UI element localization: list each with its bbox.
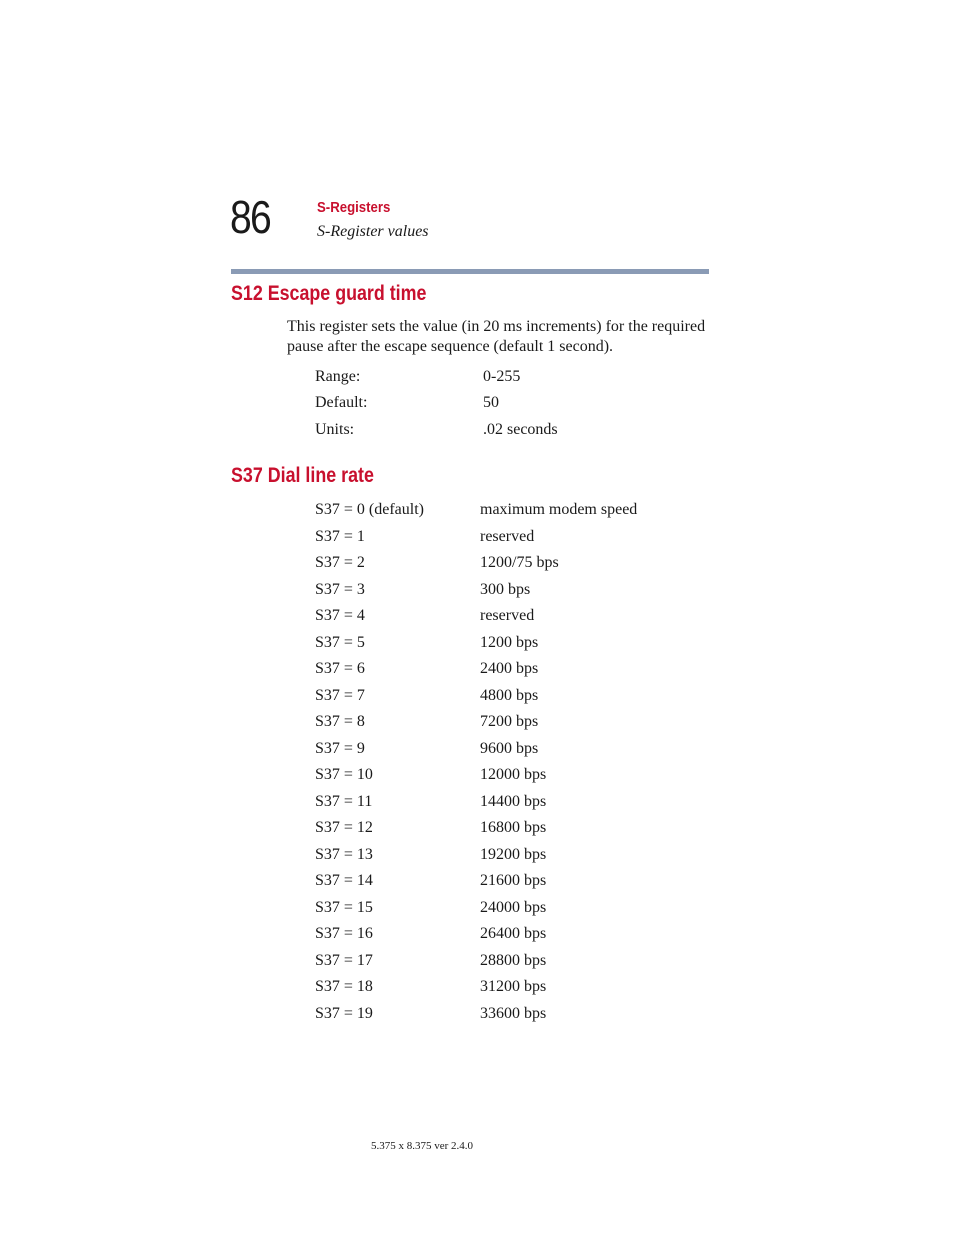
- s37-setting: S37 = 7: [315, 686, 365, 704]
- s37-setting: S37 = 16: [315, 925, 373, 942]
- running-header-subsection: S-Register values: [317, 223, 429, 240]
- s12-units-value: .02 seconds: [483, 421, 558, 438]
- s37-meaning: 9600 bps: [480, 739, 539, 757]
- s37-setting: S37 = 13: [315, 845, 373, 863]
- s37-setting: S37 = 15: [315, 898, 373, 916]
- s37-meaning: 4800 bps: [480, 686, 539, 704]
- s12-heading: S12 Escape guard time: [231, 282, 427, 305]
- s37-setting: S37 = 11: [315, 792, 373, 810]
- header-rule: [231, 269, 709, 274]
- s37-setting: S37 = 8: [315, 713, 365, 730]
- s37-meaning: 14400 bps: [480, 792, 547, 810]
- s37-setting: S37 = 19: [315, 1004, 373, 1022]
- s37-meaning: 300 bps: [480, 580, 531, 598]
- page-number: 86: [230, 191, 271, 243]
- s12-default-label: Default:: [315, 394, 368, 411]
- s37-meaning: 16800 bps: [480, 819, 547, 836]
- s37-setting: S37 = 6: [315, 660, 365, 677]
- s37-meaning: 26400 bps: [480, 925, 547, 942]
- s37-meaning: maximum modem speed: [480, 501, 638, 518]
- s37-setting: S37 = 3: [315, 580, 365, 598]
- s12-default-value: 50: [483, 394, 499, 411]
- s37-setting: S37 = 0 (default): [315, 501, 424, 518]
- s12-description: This register sets the value (in 20 ms increments) for the required pause after the escape sequence (default 1 second).: [287, 318, 706, 355]
- s37-setting: S37 = 18: [315, 978, 373, 995]
- s37-meaning: reserved: [480, 607, 535, 624]
- s12-units-label: Units:: [315, 421, 355, 438]
- s37-meaning: 1200/75 bps: [480, 554, 559, 571]
- footer-version: 5.375 x 8.375 ver 2.4.0: [371, 1140, 474, 1152]
- running-header-section: S-Registers: [317, 199, 391, 216]
- s37-meaning: 19200 bps: [480, 845, 547, 863]
- s37-setting: S37 = 5: [315, 633, 365, 651]
- s37-heading: S37 Dial line rate: [231, 464, 374, 487]
- s37-setting: S37 = 9: [315, 739, 365, 757]
- s37-meaning: 28800 bps: [480, 951, 547, 969]
- s12-range-value: 0-255: [483, 368, 521, 385]
- s37-setting: S37 = 1: [315, 527, 365, 545]
- s37-meaning: 12000 bps: [480, 766, 547, 783]
- s12-range-label: Range:: [315, 368, 361, 385]
- s37-setting: S37 = 10: [315, 766, 373, 783]
- s37-meaning: 31200 bps: [480, 978, 547, 995]
- s37-setting: S37 = 17: [315, 951, 373, 969]
- s37-meaning: 2400 bps: [480, 660, 539, 677]
- s37-setting: S37 = 12: [315, 819, 373, 836]
- s37-setting: S37 = 2: [315, 554, 365, 571]
- s37-setting: S37 = 4: [315, 607, 365, 624]
- s37-meaning: 24000 bps: [480, 898, 547, 916]
- s37-setting: S37 = 14: [315, 872, 373, 889]
- s37-meaning: reserved: [480, 527, 535, 545]
- s37-meaning: 21600 bps: [480, 872, 547, 889]
- s37-meaning: 1200 bps: [480, 633, 539, 651]
- s37-meaning: 7200 bps: [480, 713, 539, 730]
- s37-meaning: 33600 bps: [480, 1004, 547, 1022]
